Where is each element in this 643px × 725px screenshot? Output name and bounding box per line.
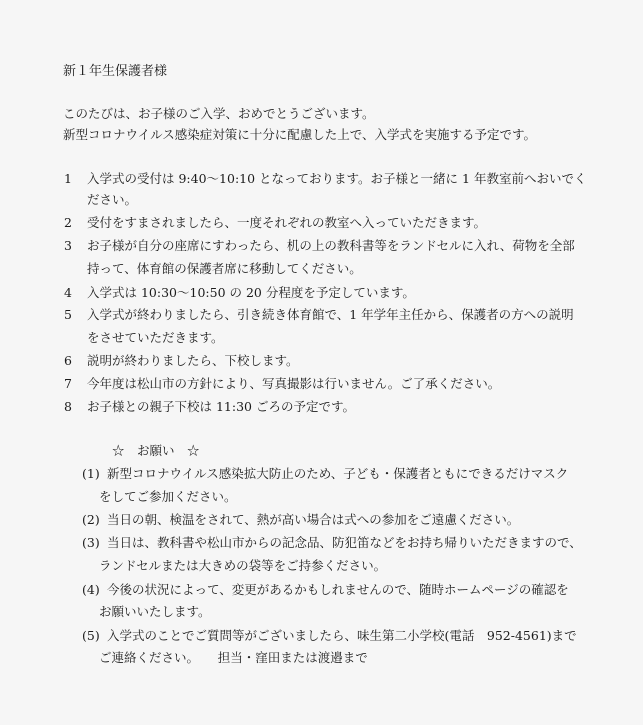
item-number: 8 — [64, 399, 72, 414]
item-text: をさせていただきます。 — [87, 330, 224, 345]
item-text: 説明が終わりましたら、下校します。 — [87, 353, 299, 368]
item-number: 1 — [64, 171, 72, 186]
item-text: ださい。 — [87, 192, 138, 207]
requests-title: ☆ お願い ☆ — [112, 443, 200, 458]
item-number: 2 — [64, 215, 72, 230]
request-number: (5) — [82, 628, 100, 643]
request-text: をしてご参加ください。 — [99, 489, 237, 504]
request-text: 入学式のことでご質問等がございましたら、味生第二小学校(電話 952-4561)まで — [107, 628, 577, 643]
item-text: お子様との親子下校は 11:30 ごろの予定です。 — [87, 399, 355, 414]
item-text: お子様が自分の座席にすわったら、机の上の教科書等をランドセルに入れ、荷物を全部 — [87, 238, 575, 253]
item-text: 入学式が終わりましたら、引き続き体育館で、1 年学年主任から、保護者の方への説明 — [87, 307, 574, 322]
request-number: (4) — [82, 582, 100, 597]
item-number: 6 — [64, 353, 72, 368]
request-number: (3) — [82, 535, 100, 550]
item-number: 7 — [64, 376, 72, 391]
request-text: ランドセルまたは大きめの袋等をご持参ください。 — [99, 558, 387, 573]
request-text: 今後の状況によって、変更があるかもしれませんので、随時ホームページの確認を — [107, 582, 569, 597]
request-text: 当日は、教科書や松山市からの記念品、防犯笛などをお持ち帰りいただきますので、 — [107, 535, 582, 550]
request-text: ご連絡ください。 担当・窪田または渡邉まで — [99, 650, 368, 665]
intro-line: 新型コロナウイルス感染症対策に十分に配慮した上で、入学式を実施する予定です。 — [63, 127, 537, 142]
request-number: (1) — [82, 466, 100, 481]
item-text: 今年度は松山市の方針により、写真撮影は行いません。ご了承ください。 — [87, 376, 501, 391]
item-number: 3 — [64, 238, 72, 253]
request-text: 当日の朝、検温をされて、熱が高い場合は式への参加をご遠慮ください。 — [107, 512, 520, 527]
item-text: 持って、体育館の保護者席に移動してください。 — [87, 261, 362, 276]
item-text: 入学式は 10:30～10:50 の 20 分程度を予定しています。 — [87, 285, 415, 300]
item-text: 受付をすまされましたら、一度それぞれの教室へ入っていただきます。 — [87, 215, 487, 230]
item-text: 入学式の受付は 9:40～10:10 となっております。お子様と一緒に 1 年教室前へおいでく — [87, 171, 587, 186]
item-number: 4 — [64, 285, 72, 300]
request-number: (2) — [82, 512, 100, 527]
request-text: お願いいたします。 — [99, 604, 211, 619]
request-text: 新型コロナウイルス感染拡大防止のため、子ども・保護者ともにできるだけマスク — [107, 466, 569, 481]
addressee: 新１年生保護者様 — [63, 64, 168, 79]
item-number: 5 — [64, 307, 72, 322]
intro-line: このたびは、お子様のご入学、おめでとうございます。 — [63, 106, 375, 121]
